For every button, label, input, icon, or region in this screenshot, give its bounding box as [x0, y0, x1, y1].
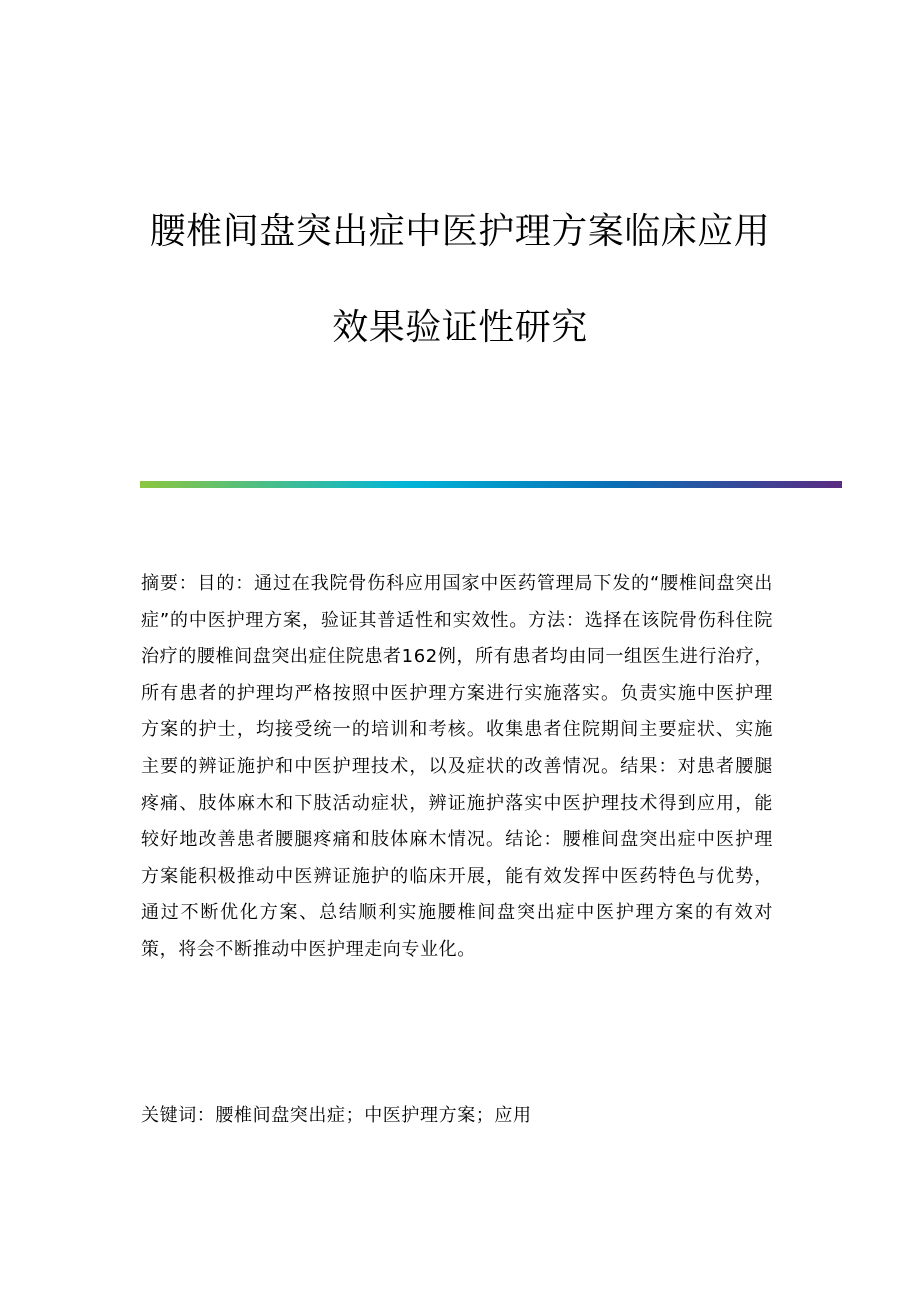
title-line-2: 效果验证性研究	[332, 307, 588, 348]
title-line-1: 腰椎间盘突出症中医护理方案临床应用	[149, 211, 771, 252]
keywords-line: 关键词：腰椎间盘突出症；中医护理方案；应用	[141, 1105, 532, 1126]
document-title	[0, 208, 920, 352]
gradient-divider	[140, 481, 842, 488]
abstract-paragraph: 摘要：目的：通过在我院骨伤科应用国家中医药管理局下发的“腰椎间盘突出症”的中医护理方案，验证其普适性和实效性。方法：选择在该院骨伤科住院治疗的腰椎间盘突出症住院患者162例，所有患者均由同一组医生进行治疗，所有患者的护理均严格按照中医护理方案进行实施落实。负责实施中医护理方案的护士，均接受统一的培训和考核。收集患者住院期间主要症状、实施主要的辨证施护和中医护理技术，以及症状的改善情况。结果：对患者腰腿疼痛、肢体麻木和下肢活动症状，辨证施护落实中医护理技术得到应用，能较好地改善患者腰腿疼痛和肢体麻木情况。结论：腰椎间盘突出症中医护理方案能积极推动中医辨证施护的临床开展，能有效发挥中医药特色与优势，通过不断优化方案、总结顺利实施腰椎间盘突出症中医护理方案的有效对策，将会不断推动中医护理走向专业化。	[141, 573, 773, 960]
